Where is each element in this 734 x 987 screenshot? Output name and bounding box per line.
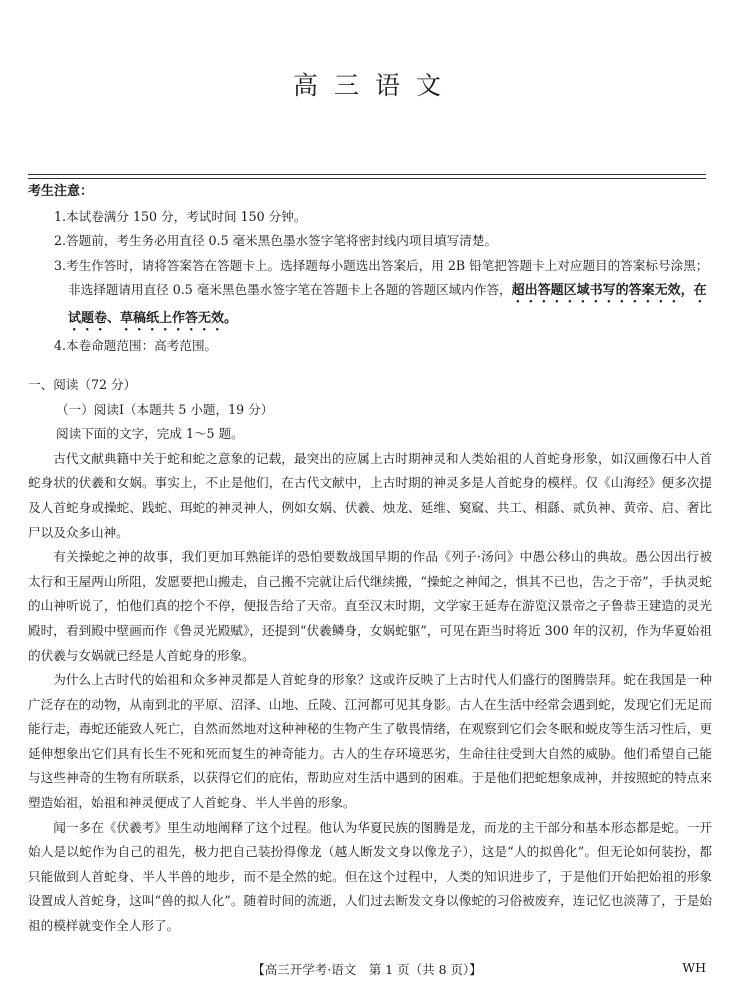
exam-content <box>28 180 712 939</box>
page-title: 高三语文 <box>292 71 457 100</box>
notice-item-3-text: 3.考生作答时，请将答案答在答题卡上。选择题每小题选出答案后，用 2B 铅笔把答题卡上对应题目的答案标号涂黑；非选择题请用直径 0.5 毫米黑色墨水签字笔在答题卡上各题的答题区域内作答， <box>54 257 709 298</box>
section-heading: 一、阅读（72 分） <box>28 376 137 392</box>
header-divider-bottom <box>28 178 706 179</box>
passage-paragraph-2: 有关操蛇之神的故事，我们更加耳熟能详的恐怕要数战国早期的作品《列子·汤问》中愚公移山的典故。愚公因出行被太行和王屋两山所阻，发愿要把山搬走，自己搬不完就让后代继续搬，“操蛇之神闻之，惧其不已也，告之于帝”，手执灵蛇的山神听说了，怕他们真的挖个不停，便报告给了天帝。直至汉末时期，文学家王延寿在游览汉景帝之子鲁恭王建造的灵光殿时，看到殿中壁画而作《鲁灵光殿赋》，还提到“伏羲鳞身，女娲蛇躯”，可见在距当时将近 300 年的汉初，作为华夏始祖的伏羲与女娲就已经是人首蛇身的形象。 <box>28 549 712 663</box>
header-divider-top <box>28 174 706 175</box>
notice-title: 考生注意： <box>28 184 94 199</box>
instruction: 阅读下面的文字，完成 1～5 题。 <box>56 426 244 442</box>
page-footer: 【高三开学考·语文 第 1 页（共 8 页）】 <box>252 962 482 977</box>
notice-item-4: 4.本卷命题范围：高考范围。 <box>54 338 218 354</box>
footer-code: WH <box>682 960 706 975</box>
passage-paragraph-3: 为什么上古时代的始祖和众多神灵都是人首蛇身的形象？这或许反映了上古时代人们盛行的图腾崇拜。蛇在我国是一种广泛存在的动物，从南到北的平原、沼泽、山地、丘陵、江河都可见其身影。古人在生活中经常会遇到蛇，发现它们无足而能行走，毒蛇还能致人死亡，自然而然地对这种神秘的生物产生了敬畏情绪，在观察到它们会冬眠和蜕皮等生活习性后，更延伸想象出它们具有长生不死和死而复生的神奇能力。古人的生存环境恶劣，生命往往受到大自然的威胁。他们希望自己能与这些神奇的生物有所联系，以获得它们的庇佑，帮助应对生活中遇到的困难。于是他们把蛇想象成神，并按照蛇的特点来塑造始祖，始祖和神灵便成了人首蛇身、半人半兽的形象。 <box>28 672 712 811</box>
notice-item-3 <box>28 254 712 335</box>
notice-item-2: 2.答题前，考生务必用直径 0.5 毫米黑色墨水签字笔将密封线内项目填写清楚。 <box>54 233 498 249</box>
sub-heading: （一）阅读Ⅰ（本题共 5 小题，19 分） <box>56 401 274 417</box>
passage-paragraph-4: 闻一多在《伏羲考》里生动地阐释了这个过程。他认为华夏民族的图腾是龙，而龙的主干部分和基本形态都是蛇。一开始人是以蛇作为自己的祖先，极力把自己装扮得像龙（越人断发文身以像龙子），这是“人的拟兽化”。但无论如何装扮，都只能做到人首蛇身、半人半兽的地步，而不是全然的蛇。但在这个过程中，人类的知识进步了，于是他们开始把始祖的形象设置成人首蛇身，这叫“兽的拟人化”。随着时间的流逝，人们过去断发文身以像蛇的习俗被废弃，连记忆也淡薄了，于是始祖的模样就变作全人形了。 <box>28 819 712 934</box>
passage-paragraph-1: 古代文献典籍中关于蛇和蛇之意象的记载，最突出的应属上古时期神灵和人类始祖的人首蛇身形象，如汉画像石中人首蛇身状的伏羲和女娲。事实上，不止是他们，在古代文献中，上古时期的神灵多是人首蛇身的模样。仅《山海经》便多次提及人首蛇身或操蛇、践蛇、珥蛇的神灵神人，例如女娲、伏羲、烛龙、延维、窫窳、共工、相繇、贰负神、黄帝、启、奢比尸以及众多山神。 <box>28 450 712 540</box>
notice-item-1: 1.本试卷满分 150 分，考试时间 150 分钟。 <box>54 208 307 224</box>
notice-item-3-emphasis: 超出答题区域书写的答案无效，在试题卷、草稿纸上作答无效。 <box>68 283 707 327</box>
